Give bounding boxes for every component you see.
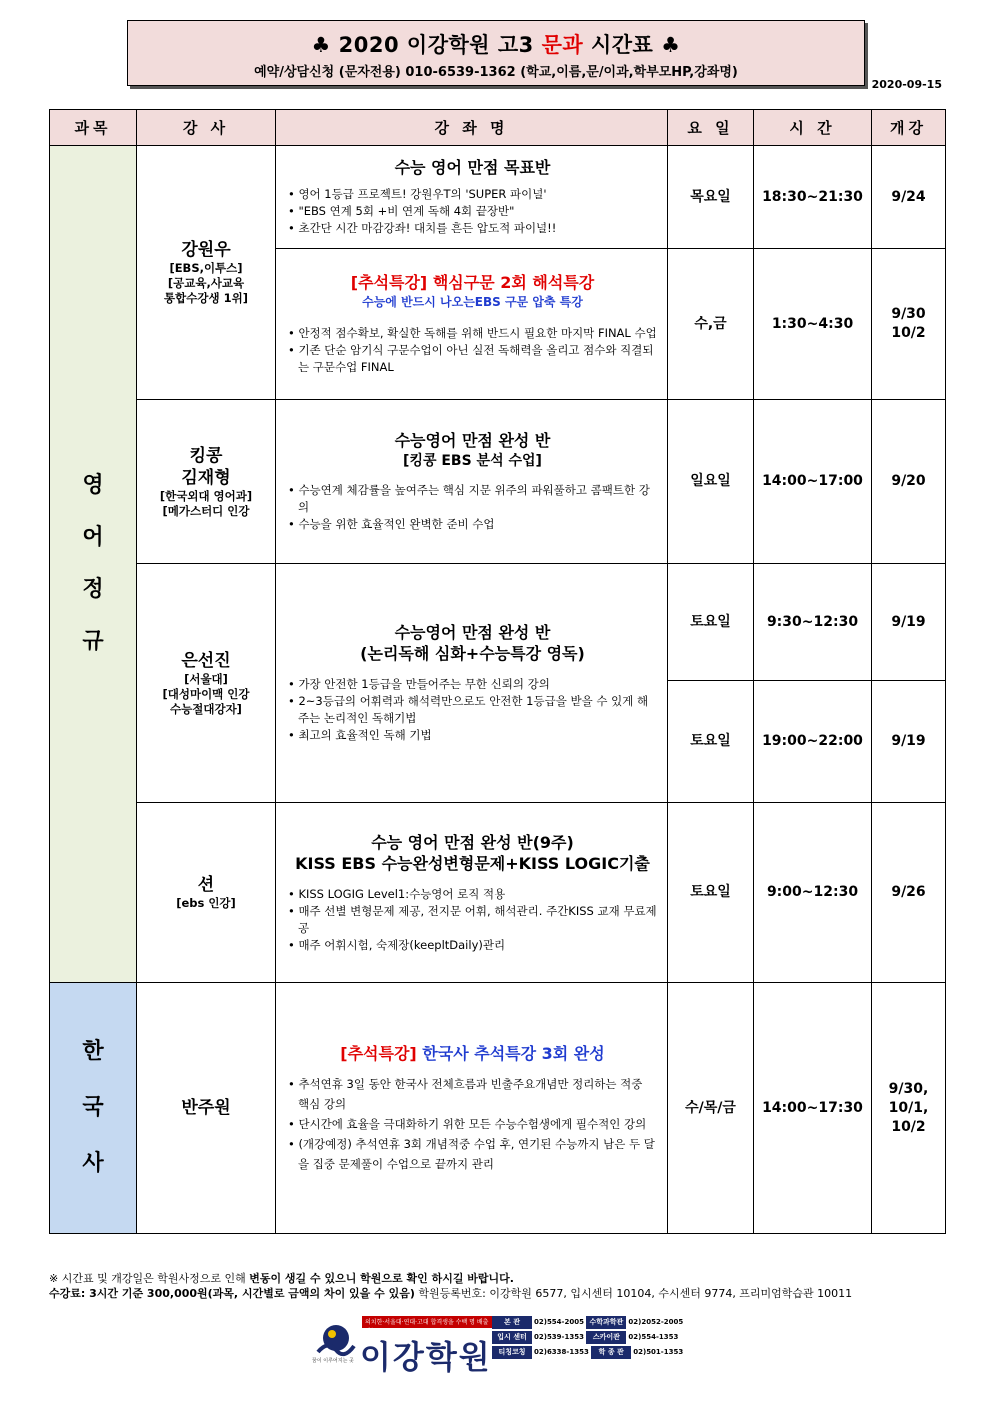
day-cell: 일요일	[668, 400, 754, 564]
start-cell: 9/30 10/2	[872, 249, 946, 400]
contact-subtitle: 예약/상담신청 (문자전용) 010-6539-1362 (학교,이름,문/이과,학부모HP,강좌명)	[254, 65, 738, 80]
subject-english: 영 어 정 규	[50, 146, 137, 983]
start-cell: 9/30, 10/1, 10/2	[872, 983, 946, 1234]
issue-date: 2020-09-15	[871, 78, 942, 91]
time-cell: 19:00~22:00	[754, 681, 872, 803]
logo-caption: 꿈이 이루어지는 곳	[312, 1358, 354, 1364]
table-row	[50, 983, 946, 1234]
col-day: 요 일	[668, 110, 754, 146]
timetable	[49, 109, 946, 1234]
header-row	[50, 110, 946, 146]
time-cell: 9:00~12:30	[754, 803, 872, 983]
teacher-sean: 션 [ebs 인강]	[137, 803, 276, 983]
col-time: 시 간	[754, 110, 872, 146]
table-row	[50, 400, 946, 564]
course-cell: 수능영어 만점 완성 반 [킹콩 EBS 분석 수업] • 수능연계 체감률을 높여주는 핵심 지문 위주의 파워풀하고 콤팩트한 강의 • 수능을 위한 효율적인 완벽한 준비 수업	[276, 400, 668, 564]
col-start: 개강	[872, 110, 946, 146]
time-cell: 1:30~4:30	[754, 249, 872, 400]
branch-row: 본 관 02)554-2005 수학과학관 02)2052-2005	[492, 1316, 683, 1329]
teacher-kang: 강원우 [EBS,이투스] [공교육,사교육 통합수강생 1위]	[137, 146, 276, 400]
table-row	[50, 146, 946, 249]
teacher-kingkong: 킹콩 김재형 [한국외대 영어과] [메가스터디 인강	[137, 400, 276, 564]
day-cell: 토요일	[668, 681, 754, 803]
day-cell: 수/목/금	[668, 983, 754, 1234]
branch-row: 입시 센터 02)539-1353 스카이관 02)554-1353	[492, 1331, 678, 1344]
course-cell: [추석특강] 핵심구문 2회 해석특강 수능에 반드시 나오는EBS 구문 압축 특강 • 안정적 점수확보, 확실한 독해를 위해 반드시 필요한 마지막 FINAL 수업 • 기존 단순 암기식 구문수업이 아닌 실전 독해력을 올리고 점수와 직결되는 구문수업 FINAL	[276, 249, 668, 400]
course-cell: 수능영어 만점 완성 반 (논리독해 심화+수능특강 영독) • 가장 안전한 1등급을 만들어주는 무한 신뢰의 강의 • 2~3등급의 어휘력과 해석력만으로도 안전한 1등급을 받을 수 있게 해주는 논리적인 독해기법 • 최고의 효율적인 독해 기법	[276, 564, 668, 803]
course-cell: 수능 영어 만점 목표반 • 영어 1등급 프로젝트! 강원우T의 'SUPER 파이널' • "EBS 연계 5회 +비 연계 독해 4회 끝장반" • 초간단 시간 마감강좌! 대치를 흔든 압도적 파이널!!	[276, 146, 668, 249]
teacher-eun: 은선진 [서울대] [대성마이맥 인강 수능절대강자]	[137, 564, 276, 803]
page-title: ♣ 2020 이강학원 고3 문과 시간표 ♣	[311, 33, 681, 57]
time-cell: 9:30~12:30	[754, 564, 872, 681]
logo-name: 이강학원	[360, 1338, 492, 1376]
time-cell: 14:00~17:30	[754, 983, 872, 1234]
time-cell: 18:30~21:30	[754, 146, 872, 249]
course-cell: 수능 영어 만점 완성 반(9주) KISS EBS 수능완성변형문제+KISS LOGIC기출 • KISS LOGIG Level1:수능영어 로직 적용 • 매주 선별 변형문제 제공, 전지문 어휘, 해석관리. 주간KISS 교재 무료제공 • 매주 어휘시험, 숙제장(keepltDaily)관리	[276, 803, 668, 983]
title-highlight: 문과	[541, 33, 584, 57]
table-row	[50, 803, 946, 983]
start-cell: 9/20	[872, 400, 946, 564]
time-cell: 14:00~17:00	[754, 400, 872, 564]
day-cell: 토요일	[668, 564, 754, 681]
subject-korean-history: 한 국 사	[50, 983, 137, 1234]
teacher-ban: 반주원	[137, 983, 276, 1234]
start-cell: 9/26	[872, 803, 946, 983]
academy-logo	[312, 1314, 684, 1376]
col-course: 강 좌 명	[276, 110, 668, 146]
start-cell: 9/19	[872, 681, 946, 803]
fee-notice: 수강료: 3시간 기준 300,000원(과목, 시간별로 금액의 차이 있을 수 있음) 학원등록번호: 이강학원 6577, 입시센터 10104, 수시센터 9774, 프리미엄학습관 10011	[49, 1287, 853, 1300]
title-box	[127, 20, 865, 86]
branch-row: 티칭코칭 02)6338-1353 학 종 관 02)501-1353	[492, 1346, 683, 1359]
col-teacher: 강 사	[137, 110, 276, 146]
start-cell: 9/19	[872, 564, 946, 681]
start-cell: 9/24	[872, 146, 946, 249]
course-cell: [추석특강] 한국사 추석특강 3회 완성 • 추석연휴 3일 동안 한국사 전체흐름과 빈출주요개념만 정리하는 적중 핵심 강의 • 단시간에 효율을 극대화하기 위한 모든 수능수험생에게 필수적인 강의 • (개강예정) 추석연휴 3회 개념적중 수업 후, 연기된 수능까지 남은 두 달을 집중 문제풀이 수업으로 끝까지 관리	[276, 983, 668, 1234]
day-cell: 토요일	[668, 803, 754, 983]
col-subject: 과목	[50, 110, 137, 146]
table-row	[50, 564, 946, 681]
logo-slogan: 의치한·서울대·연대·고대 합격생을 수백 명 배출하는	[362, 1316, 494, 1328]
schedule-notice: ※ 시간표 및 개강일은 학원사정으로 인해 변동이 생길 수 있으니 학원으로 확인 하시길 바랍니다.	[49, 1272, 514, 1285]
day-cell: 목요일	[668, 146, 754, 249]
day-cell: 수,금	[668, 249, 754, 400]
